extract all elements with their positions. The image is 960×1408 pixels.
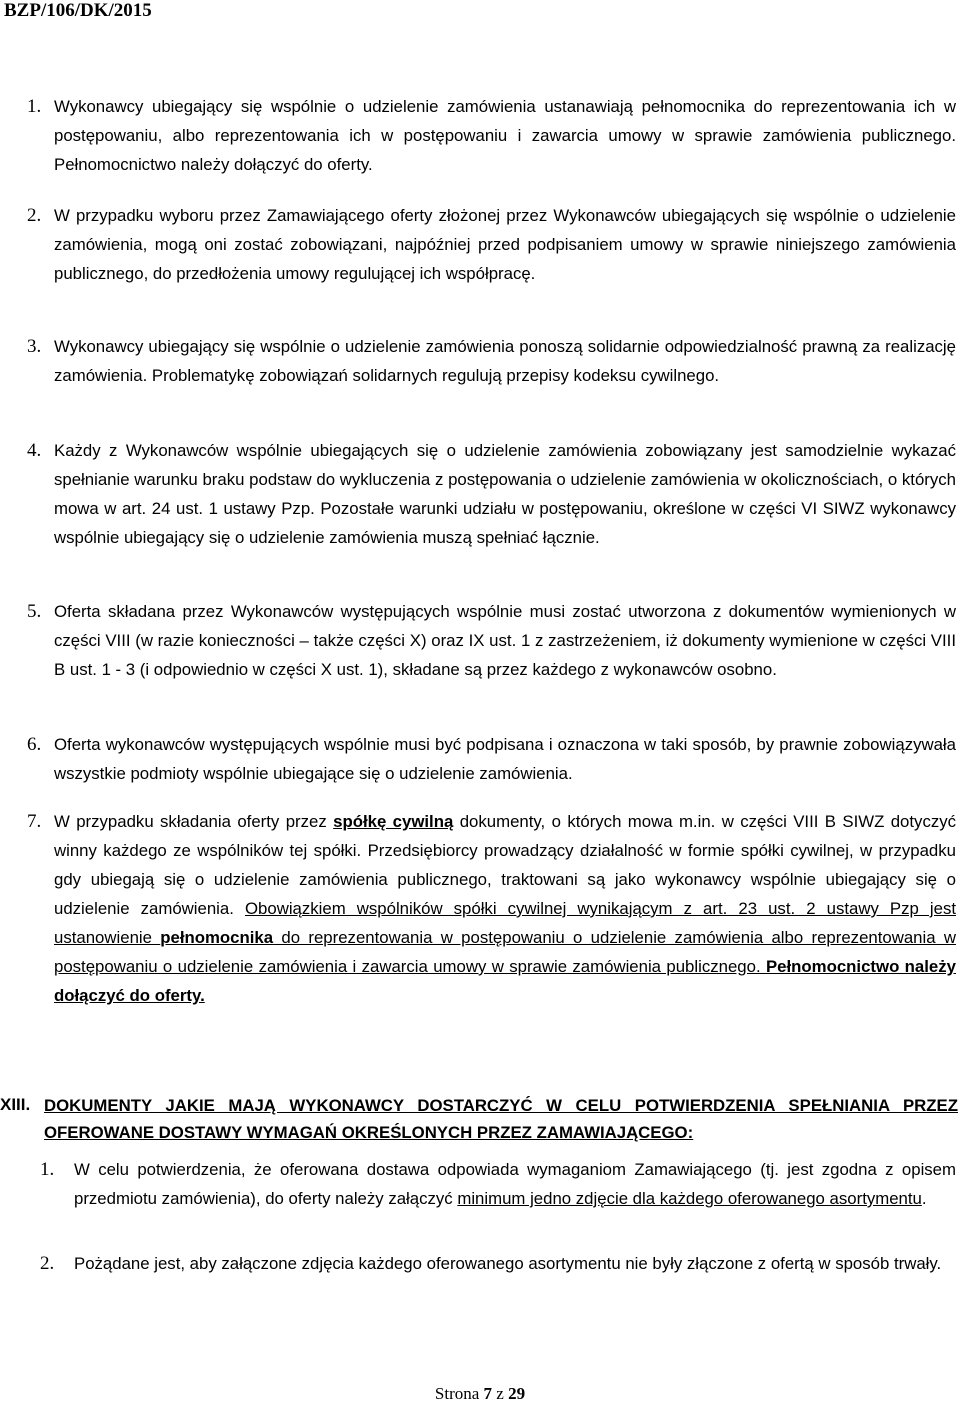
item-number: 6. <box>27 734 42 755</box>
emphasis-pelnomocnika: pełnomocnika <box>160 928 274 947</box>
item-text: Oferta wykonawców występujących wspólnie musi być podpisana i oznaczona w taki sposób, by prawnie zobowiązywała wszystkie podmioty wspólnie ubiegające się o udzielenie zamówienia. <box>54 735 956 783</box>
item-text: W przypadku wyboru przez Zamawiającego oferty złożonej przez Wykonawców ubiegających się wspólnie o udzielenie zamówienia, mogą oni zostać zobowiązani, najpóźniej przed podpisaniem umowy w sprawie niniejszego zamówienia publicznego, do przedłożenia umowy regulującej ich współpracę. <box>54 206 956 283</box>
item-number: 1. <box>27 96 42 117</box>
item-text: Każdy z Wykonawców wspólnie ubiegających się o udzielenie zamówienia zobowiązany jest samodzielnie wykazać spełnianie warunku braku podstaw do wykluczenia z postępowania o udzielenie zamówienia w okolicznościach, o których mowa w art. 24 ust. 1 ustawy Pzp. Pozostałe warunki udziału w postępowaniu, określone w części VI SIWZ wykonawcy wspólnie ubiegający się o udzielenie zamówienia muszą spełniać łącznie. <box>54 441 956 547</box>
item-text: Wykonawcy ubiegający się wspólnie o udzielenie zamówienia ponoszą solidarnie odpowiedzialność prawną za realizację zamówienia. Problematykę zobowiązań solidarnych regulują przepisy kodeksu cywilnego. <box>54 337 956 385</box>
section-list-item-1 <box>40 1155 956 1213</box>
item-text: Oferta składana przez Wykonawców występujących wspólnie musi zostać utworzona z dokumentów wymienionych w części VIII (w razie konieczności – także części X) oraz IX ust. 1 z zastrzeżeniem, iż dokumenty wymienione w części VIII B ust. 1 - 3 (i odpowiednio w części X ust. 1), składane są przez każdego z wykonawców osobno. <box>54 602 956 679</box>
page-footer: Strona 7 z 29 <box>434 1384 526 1403</box>
section-number: XIII. <box>0 1095 31 1114</box>
list-item-5 <box>27 597 956 684</box>
section-list-item-2 <box>40 1249 956 1278</box>
emphasis-pelnomocnictwo: Pełnomocnictwo należy dołączyć do oferty. <box>54 957 956 1005</box>
item-text: Wykonawcy ubiegający się wspólnie o udzielenie zamówienia ustanawiają pełnomocnika do reprezentowania ich w postępowaniu, albo reprezentowania ich w postępowaniu i zawarcia umowy w sprawie zamówienia publicznego. Pełnomocnictwo należy dołączyć do oferty. <box>54 97 956 174</box>
list-item-1 <box>27 92 956 179</box>
item-text: Pożądane jest, aby załączone zdjęcia każdego oferowanego asortymentu nie były złączone z ofertą w sposób trwały. <box>74 1254 942 1273</box>
item-number: 2. <box>27 205 42 226</box>
list-item-4 <box>27 436 956 552</box>
document-id: BZP/106/DK/2015 <box>4 0 152 21</box>
list-item-7 <box>27 807 956 1010</box>
emphasis-spolka-cywilna: spółkę cywilną <box>333 812 454 831</box>
item-number: 2. <box>40 1253 55 1274</box>
list-item-3 <box>27 332 956 390</box>
item-text: W przypadku składania oferty przez spółkę cywilną dokumenty, o których mowa m.in. w części VIII B SIWZ dotyczyć winny każdego ze wspólników tej spółki. Przedsiębiorcy prowadzący działalność w formie spółki cywilnej, w przypadku gdy ubiegają się o udzielenie zamówienia publicznego, traktowani są jako wykonawcy wspólnie ubiegający się o udzielenie zamówienia. Obowiązkiem wspólników spółki cywilnej wynikającym z art. 23 ust. 2 ustawy Pzp jest ustanowienie pełnomocnika do reprezentowania w postępowaniu o udzielenie zamówienia albo reprezentowania w postępowaniu o udzielenie zamówienia i zawarcia umowy w sprawie zamówienia publicznego. Pełnomocnictwo należy dołączyć do oferty. <box>54 812 957 1005</box>
obligation-sentence: Obowiązkiem wspólników spółki cywilnej wynikającym z art. 23 ust. 2 ustawy Pzp jest ustanowienie pełnomocnika do reprezentowania w postępowaniu o udzielenie zamówienia albo reprezentowania w postępowaniu o udzielenie zamówienia i zawarcia umowy w sprawie zamówienia publicznego. Pełnomocnictwo należy dołączyć do oferty. <box>54 899 956 1005</box>
list-item-6 <box>27 730 956 788</box>
item-number: 3. <box>27 336 42 357</box>
item-number: 5. <box>27 601 42 622</box>
item-number: 1. <box>40 1159 55 1180</box>
item-number: 7. <box>27 811 42 832</box>
section-title: DOKUMENTY JAKIE MAJĄ WYKONAWCY DOSTARCZYĆ W CELU POTWIERDZENIA SPEŁNIANIA PRZEZ OFEROWANE DOSTAWY WYMAGAŃ OKREŚLONYCH PRZEZ ZAMAWIAJĄCEGO: <box>44 1096 958 1142</box>
item-text: W celu potwierdzenia, że oferowana dostawa odpowiada wymaganiom Zamawiającego (tj. jest zgodna z opisem przedmiotu zamówienia), do oferty należy załączyć minimum jedno zdjęcie dla każdego oferowanego asortymentu. <box>74 1160 956 1208</box>
underlined-requirement: minimum jedno zdjęcie dla każdego oferowanego asortymentu <box>457 1189 922 1208</box>
list-item-2 <box>27 201 956 288</box>
item-number: 4. <box>27 440 42 461</box>
